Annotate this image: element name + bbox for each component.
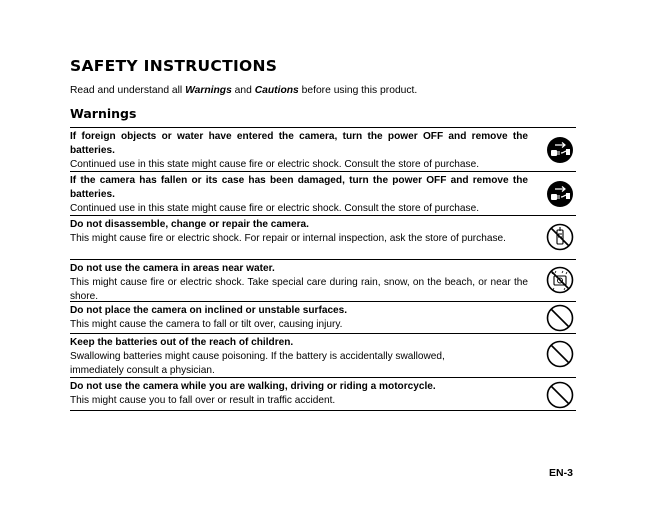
warning-body: Swallowing batteries might cause poisoning. If the battery is accidentally swallowed, immediately consult a physician. xyxy=(70,350,445,376)
warning-row xyxy=(70,215,576,259)
section-title: Warnings xyxy=(70,106,137,121)
warning-text xyxy=(70,260,528,303)
page-title: SAFETY INSTRUCTIONS xyxy=(70,57,278,75)
warning-body: This might cause you to fall over or result in traffic accident. xyxy=(70,394,336,406)
unplug-icon xyxy=(546,180,574,208)
warning-heading: Keep the batteries out of the reach of children. xyxy=(70,337,294,348)
warning-heading: Do not use the camera while you are walking, driving or riding a motorcycle. xyxy=(70,381,436,392)
warning-text xyxy=(70,334,490,377)
warning-heading: If foreign objects or water have entered the camera, turn the power OFF and remove the batteries. xyxy=(70,131,528,156)
warning-heading: If the camera has fallen or its case has been damaged, turn the power OFF and remove the batteries. xyxy=(70,175,528,200)
no-water-icon xyxy=(546,266,574,294)
warnings-list xyxy=(70,127,576,411)
warning-text xyxy=(70,216,528,246)
warning-text xyxy=(70,302,528,332)
warning-row xyxy=(70,377,576,411)
warning-row xyxy=(70,301,576,333)
page-number: EN-3 xyxy=(549,467,573,479)
warning-body: This might cause fire or electric shock. For repair or internal inspection, ask the store of purchase. xyxy=(70,232,506,244)
no-disassembly-icon xyxy=(546,223,574,251)
prohibited-icon xyxy=(546,304,574,332)
intro-after: before using this product. xyxy=(298,85,418,96)
warning-text xyxy=(70,128,528,171)
intro-text xyxy=(70,85,417,96)
warning-row xyxy=(70,171,576,215)
warning-text xyxy=(70,378,528,408)
warning-row xyxy=(70,127,576,171)
intro-cautions-word: Cautions xyxy=(254,85,299,96)
warning-heading: Do not place the camera on inclined or unstable surfaces. xyxy=(70,305,348,316)
warning-heading: Do not disassemble, change or repair the camera. xyxy=(70,219,309,230)
warning-text xyxy=(70,172,528,215)
warning-body: This might cause the camera to fall or tilt over, causing injury. xyxy=(70,318,343,330)
prohibited-icon xyxy=(546,340,574,368)
intro-before: Read and understand all xyxy=(70,85,186,96)
warning-row xyxy=(70,333,576,377)
warning-body: Continued use in this state might cause fire or electric shock. Consult the store of purchase. xyxy=(70,158,480,170)
warning-body: This might cause fire or electric shock. Take special care during rain, snow, on the beach, or near the shore. xyxy=(70,276,528,302)
warning-heading: Do not use the camera in areas near water. xyxy=(70,263,275,274)
intro-warnings-word: Warnings xyxy=(185,85,232,96)
prohibited-icon xyxy=(546,381,574,409)
unplug-icon xyxy=(546,136,574,164)
warning-row xyxy=(70,259,576,301)
warning-body: Continued use in this state might cause fire or electric shock. Consult the store of purchase. xyxy=(70,202,480,214)
intro-middle: and xyxy=(231,85,255,96)
